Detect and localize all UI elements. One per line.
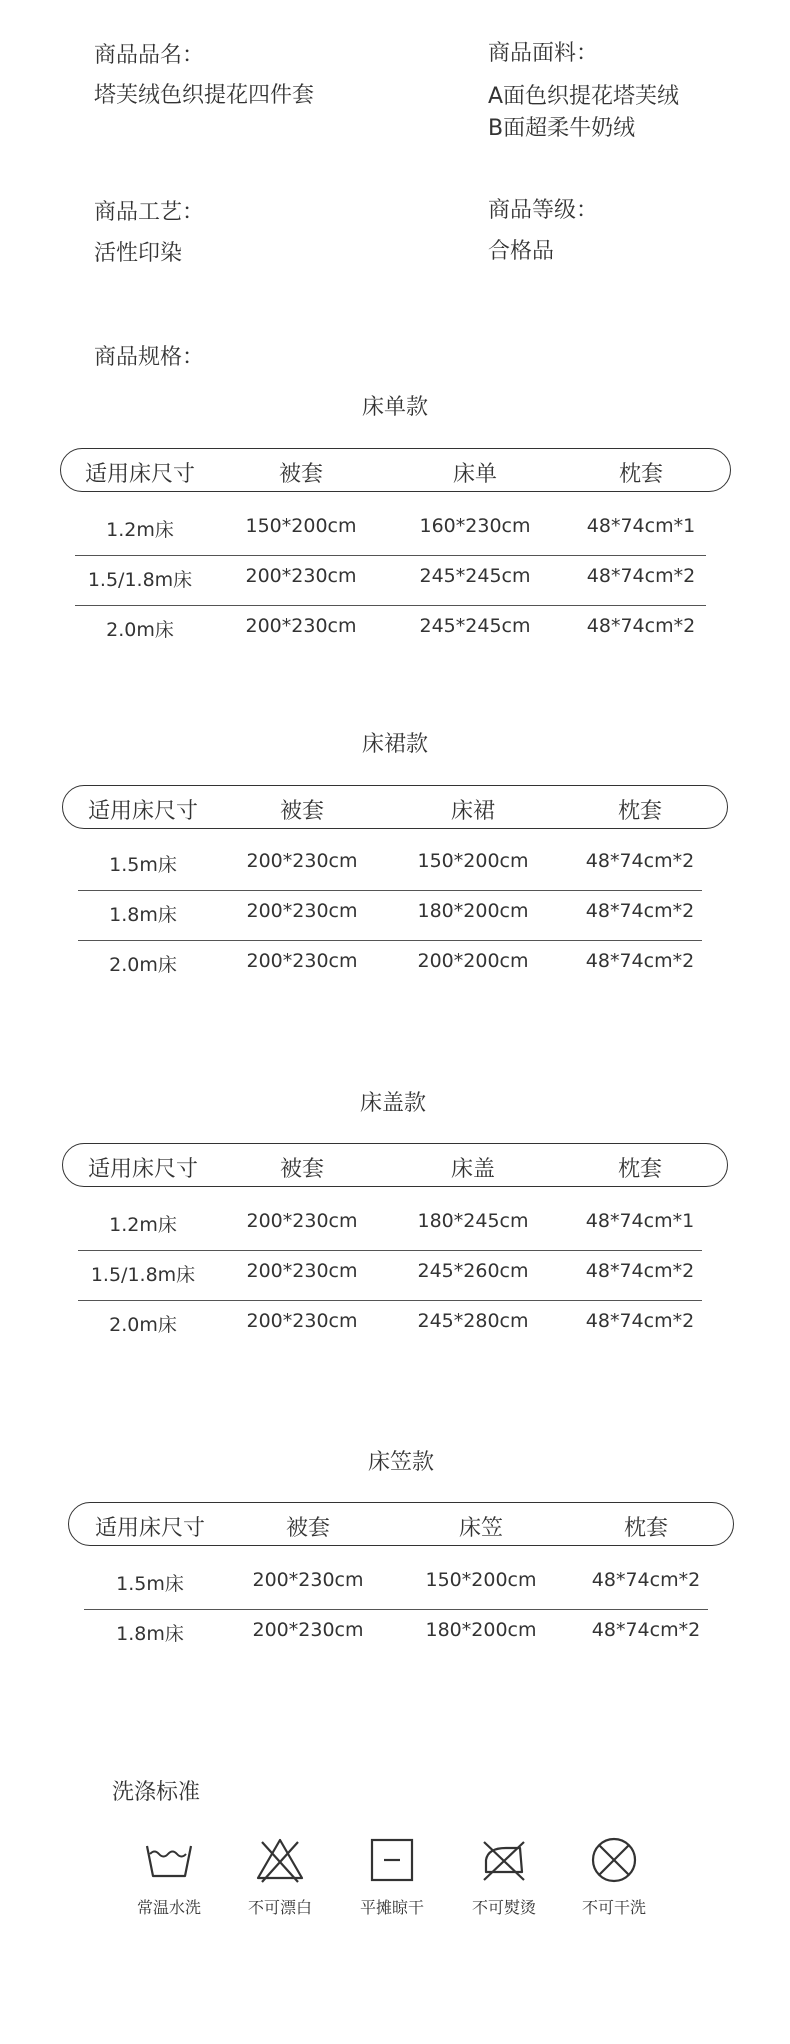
- table-cell: 200*230cm: [246, 1310, 358, 1332]
- table-cell: 200*230cm: [246, 900, 358, 922]
- table-cell: 160*230cm: [419, 515, 531, 537]
- table-cell: 200*230cm: [246, 950, 358, 972]
- table-cell: 200*230cm: [252, 1569, 364, 1591]
- fabric-value-1: A面色织提花塔芙绒: [488, 84, 680, 109]
- row-divider: [78, 890, 702, 891]
- table-cell: 200*230cm: [245, 565, 357, 587]
- table-cell: 200*230cm: [252, 1619, 364, 1641]
- table-cell: 1.5/1.8m床: [90, 1264, 196, 1286]
- table-cell: 48*74cm*1: [586, 515, 696, 537]
- table-cell: 245*280cm: [417, 1310, 529, 1332]
- table-cell: 48*74cm*2: [585, 1310, 695, 1332]
- row-divider: [84, 1609, 708, 1610]
- care-label: 平摊晾干: [359, 1898, 424, 1917]
- table-header-cell: 被套: [278, 462, 324, 487]
- row-divider: [78, 1300, 702, 1301]
- row-divider: [78, 940, 702, 941]
- table-header-cell: 床裙: [450, 799, 496, 824]
- table-cell: 48*74cm*2: [585, 900, 695, 922]
- care-label: 常温水洗: [136, 1898, 201, 1917]
- table-header-cell: 被套: [279, 799, 325, 824]
- row-divider: [75, 605, 706, 606]
- table-header-cell: 枕套: [617, 1157, 663, 1182]
- table-title: 床单款: [361, 395, 428, 420]
- table-cell: 200*200cm: [417, 950, 529, 972]
- table-header-cell: 被套: [285, 1516, 331, 1541]
- table-cell: 1.5/1.8m床: [87, 569, 193, 591]
- table-cell: 48*74cm*1: [585, 1210, 695, 1232]
- table-header-cell: 适用床尺寸: [87, 799, 199, 824]
- table-header-cell: 床盖: [450, 1157, 496, 1182]
- fabric-label: 商品面料：: [488, 41, 599, 66]
- table-cell: 1.5m床: [109, 854, 177, 876]
- row-divider: [75, 555, 706, 556]
- table-cell: 200*230cm: [245, 615, 357, 637]
- table-header-cell: 被套: [279, 1157, 325, 1182]
- table-cell: 2.0m床: [109, 954, 177, 976]
- table-cell: 48*74cm*2: [591, 1569, 701, 1591]
- care-label: 不可漂白: [247, 1898, 312, 1917]
- table-header-cell: 适用床尺寸: [84, 462, 196, 487]
- table-cell: 48*74cm*2: [591, 1619, 701, 1641]
- table-header-cell: 枕套: [617, 799, 663, 824]
- table-cell: 48*74cm*2: [585, 1260, 695, 1282]
- grade-label: 商品等级：: [488, 198, 599, 223]
- table-title: 床裙款: [361, 732, 428, 757]
- table-cell: 180*200cm: [425, 1619, 537, 1641]
- table-cell: 2.0m床: [109, 1314, 177, 1336]
- table-cell: 1.8m床: [116, 1623, 184, 1645]
- row-divider: [78, 1250, 702, 1251]
- table-cell: 48*74cm*2: [585, 850, 695, 872]
- table-cell: 200*230cm: [246, 1260, 358, 1282]
- table-cell: 180*245cm: [417, 1210, 529, 1232]
- no-bleach-icon: [252, 1832, 308, 1888]
- table-cell: 150*200cm: [425, 1569, 537, 1591]
- care-title: 洗涤标准: [112, 1780, 201, 1805]
- fabric-value-2: B面超柔牛奶绒: [488, 116, 636, 141]
- table-header-cell: 适用床尺寸: [94, 1516, 206, 1541]
- table-cell: 180*200cm: [417, 900, 529, 922]
- table-cell: 150*200cm: [245, 515, 357, 537]
- name-label: 商品品名：: [94, 43, 205, 68]
- table-cell: 48*74cm*2: [586, 615, 696, 637]
- no-iron-icon: [476, 1832, 532, 1888]
- name-value: 塔芙绒色织提花四件套: [94, 83, 315, 108]
- table-cell: 2.0m床: [106, 619, 174, 641]
- no-dry-clean-icon: [586, 1832, 642, 1888]
- table-cell: 48*74cm*2: [586, 565, 696, 587]
- table-cell: 1.5m床: [116, 1573, 184, 1595]
- spec-label: 商品规格：: [94, 345, 205, 370]
- care-label: 不可熨烫: [471, 1898, 536, 1917]
- table-header-cell: 床笠: [458, 1516, 504, 1541]
- table-header-cell: 枕套: [618, 462, 664, 487]
- table-title: 床笠款: [367, 1450, 434, 1475]
- care-label: 不可干洗: [581, 1898, 646, 1917]
- table-cell: 245*245cm: [419, 565, 531, 587]
- table-header-cell: 床单: [452, 462, 498, 487]
- table-cell: 1.8m床: [109, 904, 177, 926]
- table-header-cell: 枕套: [623, 1516, 669, 1541]
- table-cell: 200*230cm: [246, 850, 358, 872]
- craft-value: 活性印染: [94, 241, 183, 266]
- flat-dry-icon: [364, 1832, 420, 1888]
- table-cell: 1.2m床: [106, 519, 174, 541]
- grade-value: 合格品: [488, 239, 555, 264]
- table-cell: 48*74cm*2: [585, 950, 695, 972]
- wash-basin-icon: [141, 1832, 197, 1888]
- table-cell: 150*200cm: [417, 850, 529, 872]
- table-cell: 1.2m床: [109, 1214, 177, 1236]
- table-cell: 245*260cm: [417, 1260, 529, 1282]
- table-cell: 200*230cm: [246, 1210, 358, 1232]
- table-title: 床盖款: [359, 1091, 426, 1116]
- table-cell: 245*245cm: [419, 615, 531, 637]
- table-header-cell: 适用床尺寸: [87, 1157, 199, 1182]
- craft-label: 商品工艺：: [94, 200, 205, 225]
